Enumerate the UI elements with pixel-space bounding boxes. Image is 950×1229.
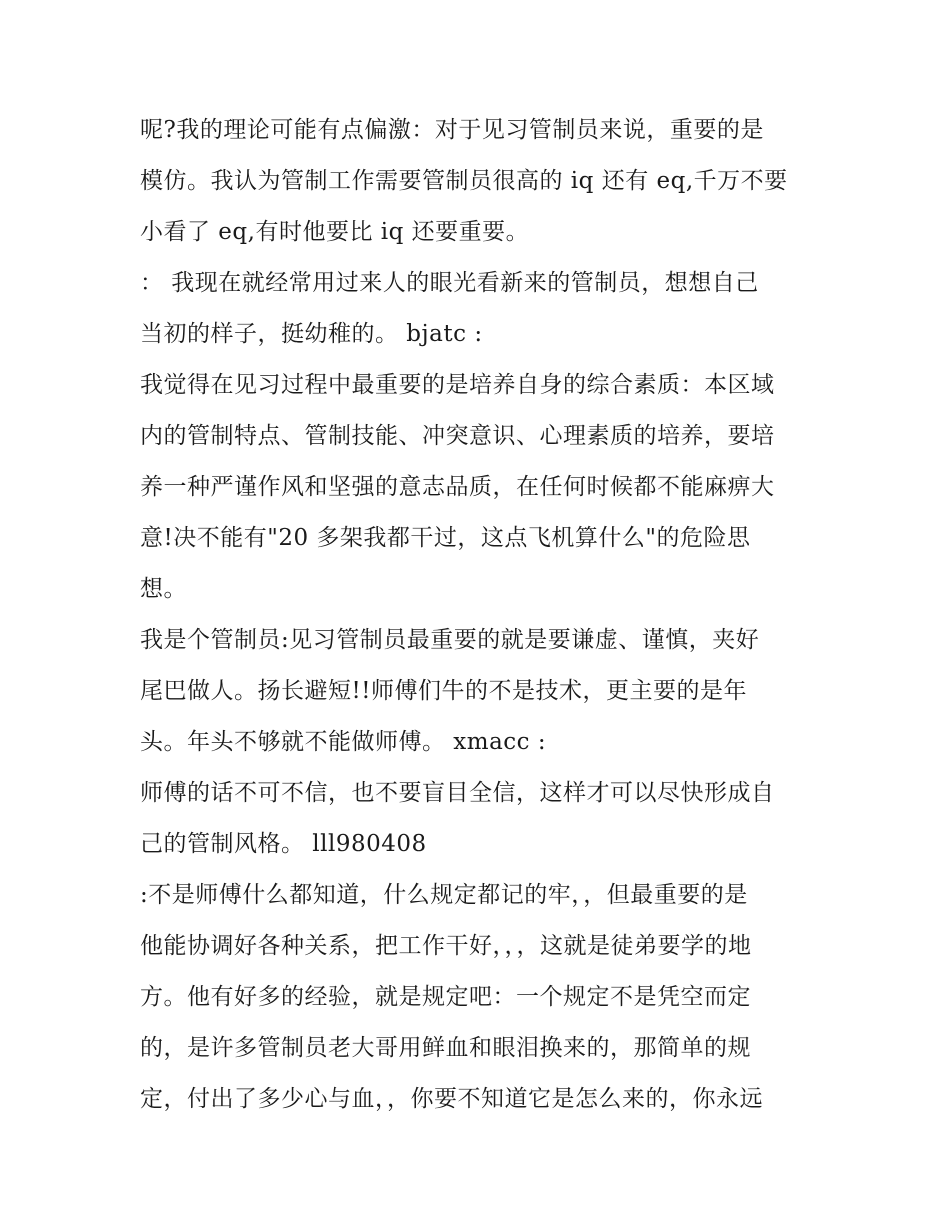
text-line: 养一种严谨作风和坚强的意志品质，在任何时候都不能麻痹大: [140, 474, 775, 500]
text-line: 想。: [140, 576, 187, 602]
text-line: 己的管制风格。 lll980408: [140, 831, 427, 857]
text-line: 呢?我的理论可能有点偏激：对于见习管制员来说，重要的是: [140, 117, 764, 143]
text-line: 定，付出了多少心与血，，你要不知道它是怎么来的，你永远: [140, 1086, 763, 1112]
text-line: 意!决不能有"20 多架我都干过，这点飞机算什么"的危险思: [140, 525, 751, 551]
text-line: 我觉得在见习过程中最重要的是培养自身的综合素质：本区域: [140, 372, 775, 398]
text-line: 当初的样子，挺幼稚的。 bjatc :: [140, 321, 483, 347]
text-line: 头。年头不够就不能做师傅。 xmacc :: [140, 729, 547, 755]
text-line: ： 我现在就经常用过来人的眼光看新来的管制员，想想自己: [140, 270, 759, 296]
text-line: 他能协调好各种关系，把工作干好，，，这就是徒弟要学的地: [140, 933, 752, 959]
text-line: 我是个管制员:见习管制员最重要的就是要谦虚、谨慎，夹好: [140, 627, 760, 653]
text-line: 的，是许多管制员老大哥用鲜血和眼泪换来的，那简单的规: [140, 1035, 751, 1061]
text-line: :不是师傅什么都知道，什么规定都记的牢，，但最重要的是: [140, 882, 748, 908]
text-line: 方。他有好多的经验，就是规定吧：一个规定不是凭空而定: [140, 984, 751, 1010]
text-line: 尾巴做人。扬长避短!!师傅们牛的不是技术，更主要的是年: [140, 678, 747, 704]
document-body: [140, 108, 820, 1128]
text-line: 模仿。我认为管制工作需要管制员很高的 iq 还有 eq,千万不要: [140, 168, 788, 194]
text-line: 小看了 eq,有时他要比 iq 还要重要。: [140, 219, 530, 245]
text-line: 师傅的话不可不信，也不要盲目全信，这样才可以尽快形成自: [140, 780, 775, 806]
text-line: 内的管制特点、管制技能、冲突意识、心理素质的培养，要培: [140, 423, 775, 449]
